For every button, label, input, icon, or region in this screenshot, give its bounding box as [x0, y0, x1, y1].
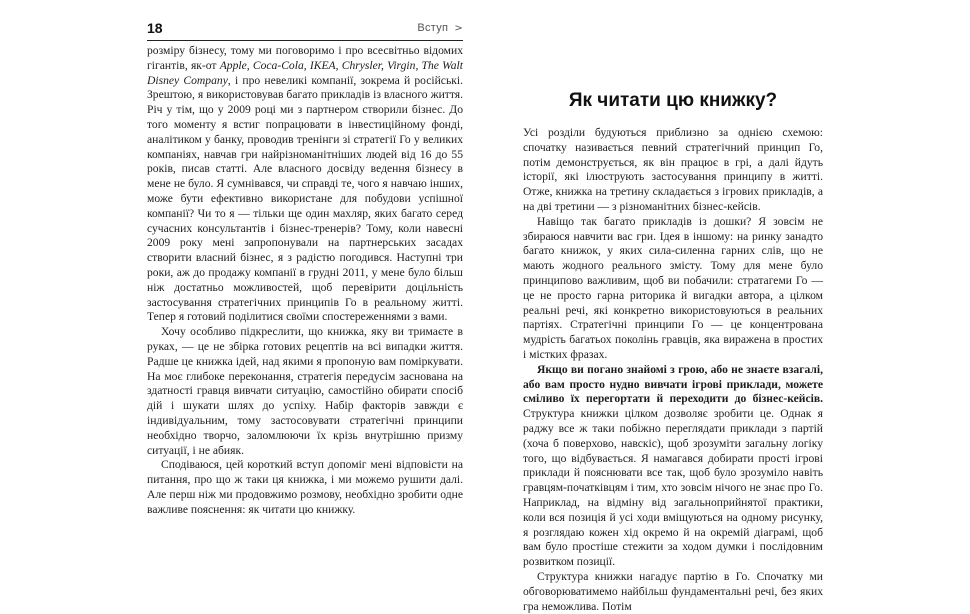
left-page [0, 0, 485, 516]
paragraph: Сподіваюся, цей короткий вступ допоміг мені відповісти на питання, про що ж таки ця книжка, і ми можемо рушити далі. Але перш ніж ми продовжимо розмову, необхідно зробити одне важливе пояснення: як читати цю книжку. [147, 458, 463, 516]
paragraph-text: Структура книжки цілком дозволяє зробити це. Однак я раджу все ж таки побіжно переглядати приклади з партій (хоча б поверхово, навскіс), щоб зрозуміти загальну логіку того, що відбувається. Я намагався добирати прості ігрові приклади й пояснювати все так, щоб було зрозуміло навіть гравцям-початківцям і тим, хто зовсім нічого не знає про Го. Наприклад, на відміну від загальноприйнятої практики, коли вся позиція й усі ходи вміщуються на одному рисунку, я розглядаю кожен хід окремо й на окремій діаграмі, щоб вам було простіше стежити за ходом думки і послідовним розвитком позиції. [523, 407, 823, 569]
chevron-right-icon: > [454, 23, 463, 34]
paragraph: Навіщо так багато прикладів із дошки? Я зовсім не збираюся навчити вас гри. Ідея в іншому: на ринку занадто багато книжок, у яких сила-силенна гарних слів, що не мають жодного реального змісту. Тому для мене було принципово важливим, щоб ви побачили: стратагеми Го — це не просто гарна риторика й вигадки автора, а цілком реальні речі, які конкретно використовуються в реальних партіях. Стратегічні принципи Го — це концентрована мудрість багатьох поколінь гравців, яка виражена в простих і містких фразах. [523, 214, 823, 361]
paragraph: Структура книжки нагадує партію в Го. Спочатку ми обговорюватимемо найбільш фундаментальні речі, без яких гра неможлива. Потім [523, 569, 823, 613]
section-title: Як читати цю книжку? [568, 90, 778, 111]
bold-text: Якщо ви погано знайомі з грою, або не знаєте взагалі, або вам просто нудно вивчати ігрові приклади, можете сміливо їх перегортати й переходити до бізнес-кейсів. [523, 362, 823, 406]
paragraph: Усі розділи будуються приблизно за однією схемою: спочатку називається певний стратегічний принцип Го, потім демонструється, як він працює в грі, а далі йдуть історії, які ілюструють застосування принципу в житті. Отже, книжка на третину складається з ігрових прикладів, а на дві третини — з різноманітних бізнес-кейсів. [523, 126, 823, 213]
page-header [147, 22, 463, 38]
right-text-column [523, 126, 823, 614]
paragraph [147, 44, 463, 325]
paragraph [523, 363, 823, 570]
running-head-label: Вступ [417, 22, 449, 34]
paragraph-text: , і про невеликі компанії, зокрема й російські. Зрештою, я використовував багато прикладів із власного життя. Річ у тім, що у 2009 році ми з партнером створили бізнес. До того моменту я встиг попрацювати в інвестиційному фонді, аналітиком у банку, проводив тренінги зі стратегії Го у великих компаніях, навчав гри найрізноманітніших людей від 16 до 55 років, писав статті. Але власного досвіду ведення бізнесу в мене не було. Я сумнівався, чи справді те, чого я навчаю інших, може бути ефективно використане для побудови успішної компанії? Чи то я — тільки ще один махляр, яких багато серед сучасних консультантів і бізнес-тренерів? Тому, коли навесні 2009 року мені запропонували на партнерських засадах створити власний бізнес, я з радістю погодився. Наступні три роки, аж до продажу компанії в грудні 2011, у мене було більш ніж достатньо можливостей, щоб перевірити доцільність застосування стратегічних принципів Го в реальному житті. Тепер я готовий поділитися своїми спостереженнями з вами. [147, 73, 463, 324]
paragraph-text: розміру бізнесу, тому ми поговоримо і про всесвітньо відомих гігантів, як-от [147, 44, 463, 72]
running-head [417, 22, 463, 34]
left-text-column [147, 44, 463, 518]
header-rule [147, 40, 463, 41]
paragraph: Хочу особливо підкреслити, що книжка, яку ви тримаєте в руках, — це не збірка готових рецептів на всі випадки життя. Радше це книжка ідей, над якими я пропоную вам поміркувати. На моє глибоке переконання, стратегія передусім заснована на здатності гравця вивчати ситуацію, самостійно обирати спосіб дій і шукати шлях до успіху. Набір факторів завжди є індивідуальним, тому застосовувати стратегічні принципи необхідно творчо, заломлюючи їх крізь внутрішню призму ситуації, і не абияк. [147, 325, 463, 457]
brand-names: Apple, Coca-Cola, IKEA, Chrysler, Virgin, The Walt Disney Company [147, 58, 463, 87]
page-number: 18 [147, 20, 163, 36]
